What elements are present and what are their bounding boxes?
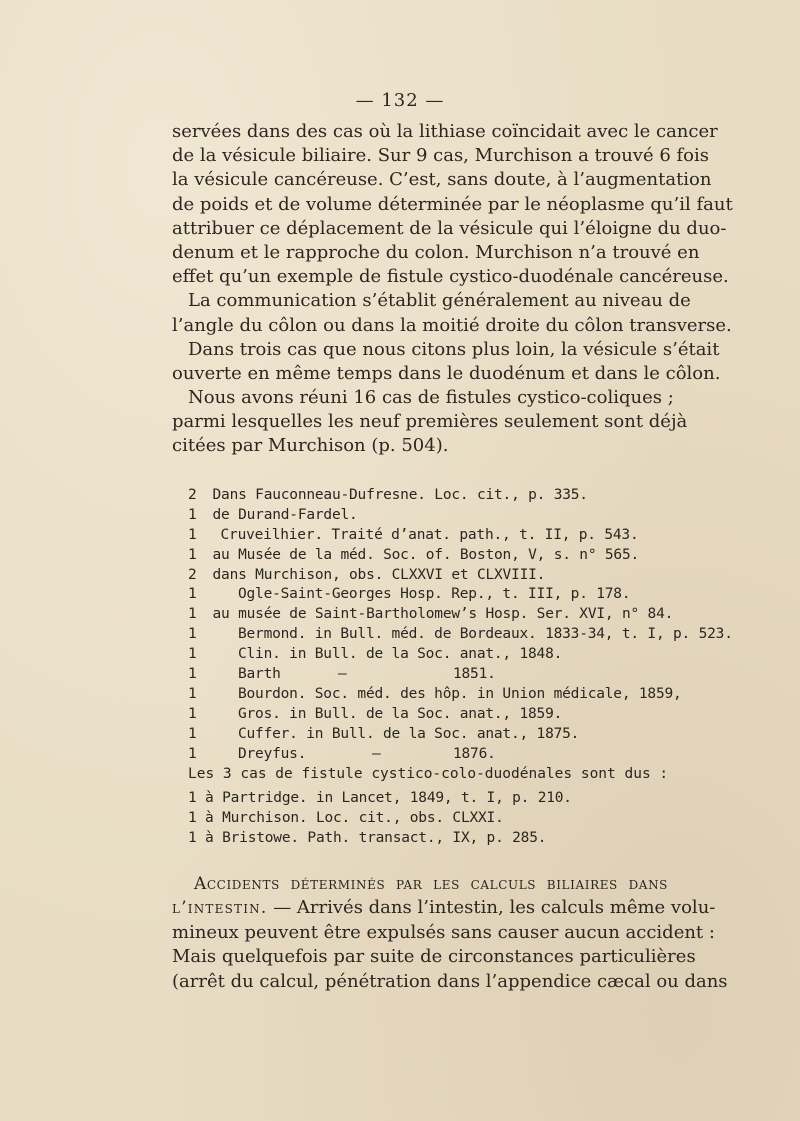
reference-item: 2 dans Murchison, obs. CLXXVI et CLXVIII. bbox=[188, 566, 546, 583]
paragraph-line: Nous avons réuni 16 cas de fistules cystico-coliques ; bbox=[188, 387, 674, 409]
paragraph-line: effet qu’un exemple de fistule cystico-duodénale cancéreuse. bbox=[172, 266, 729, 288]
section-line: Mais quelquefois par suite de circonstances particulières bbox=[172, 946, 696, 967]
section-line bbox=[172, 896, 716, 921]
section-line: (arrêt du calcul, pénétration dans l’appendice cæcal ou dans bbox=[172, 970, 728, 992]
paragraph-line: La communication s’établit généralement au niveau de bbox=[188, 290, 691, 312]
reference-item: 1 Cruveilhier. Traité d’anat. path., t. II, p. 543. bbox=[188, 526, 639, 543]
ditto-dash: — bbox=[372, 745, 381, 762]
paragraph-line: denum et le rapproche du colon. Murchison n’a trouvé en bbox=[172, 241, 700, 263]
paragraph-line: l’angle du côlon ou dans la moitié droite du côlon transverse. bbox=[172, 314, 732, 336]
reference-item: 1 au musée de Saint-Bartholomew’s Hosp. Ser. XVI, n° 84. bbox=[188, 606, 674, 623]
reference-year: 1876. bbox=[453, 745, 496, 762]
colo-duodenal-intro: Les 3 cas de fistule cystico-colo-duodénales sont dus : bbox=[188, 766, 669, 782]
paragraph-line: parmi lesquelles les neuf premières seulement sont déjà bbox=[172, 411, 688, 433]
colo-case-item: 1 à Murchison. Loc. cit., obs. CLXXI. bbox=[188, 809, 504, 826]
paragraph-line: de poids et de volume déterminée par le néoplasme qu’il faut bbox=[172, 193, 733, 215]
paragraph-line: Dans trois cas que nous citons plus loin, la vésicule s’était bbox=[188, 338, 720, 360]
colo-duodenal-list bbox=[188, 789, 572, 849]
reference-item: 1 Bermond. in Bull. méd. de Bordeaux. 1833-34, t. I, p. 523. bbox=[188, 626, 733, 643]
reference-item: 1 Clin. in Bull. de la Soc. anat., 1848. bbox=[188, 646, 563, 663]
paragraph-line: citées par Murchison (p. 504). bbox=[172, 435, 449, 457]
reference-item: 1 Ogle-Saint-Georges Hosp. Rep., t. III, p. 178. bbox=[188, 586, 631, 603]
reference-item: 1 Gros. in Bull. de la Soc. anat., 1859. bbox=[188, 705, 563, 722]
paragraph-line: de la vésicule biliaire. Sur 9 cas, Murchison a trouvé 6 fois bbox=[172, 145, 710, 167]
page-number: — 132 — bbox=[355, 90, 445, 111]
reference-list bbox=[188, 486, 733, 764]
colo-case-item: 1 à Partridge. in Lancet, 1849, t. I, p. 210. bbox=[188, 790, 572, 806]
paragraph-line: la vésicule cancéreuse. C’est, sans doute, à l’augmentation bbox=[172, 169, 712, 191]
paragraph-line: servées dans des cas où la lithiase coïncidait avec le cancer bbox=[172, 121, 718, 142]
paragraph-line: attribuer ce déplacement de la vésicule qui l’éloigne du duo- bbox=[172, 217, 727, 239]
reference-item: 1 Bourdon. Soc. méd. des hôp. in Union médicale, 1859, bbox=[188, 685, 682, 702]
colo-case-item: 1 à Bristowe. Path. transact., IX, p. 285. bbox=[188, 829, 547, 846]
reference-item: 1 de Durand-Fardel. bbox=[188, 506, 358, 523]
reference-item: 1 Barth — 1851. bbox=[188, 665, 678, 685]
reference-item: 1 Dreyfus. — 1876. bbox=[188, 745, 678, 765]
reference-item: 2 Dans Fauconneau-Dufresne. Loc. cit., p. 335. bbox=[188, 487, 588, 503]
section-accidents bbox=[172, 872, 728, 994]
ditto-dash: — bbox=[338, 666, 347, 683]
section-heading-continued: l’intestin. bbox=[172, 898, 268, 918]
reference-item: 1 au Musée de la méd. Soc. of. Boston, V, s. n° 565. bbox=[188, 546, 640, 563]
main-paragraph bbox=[172, 120, 733, 459]
paragraph-line: ouverte en même temps dans le duodénum et dans le côlon. bbox=[172, 362, 721, 384]
section-line: mineux peuvent être expulsés sans causer aucun accident : bbox=[172, 921, 715, 943]
section-heading: Accidents déterminés par les calculs biliaires dans bbox=[194, 874, 668, 894]
reference-item: 1 Cuffer. in Bull. de la Soc. anat., 1875. bbox=[188, 725, 580, 742]
reference-year: 1851. bbox=[453, 666, 496, 683]
section-text: — Arrivés dans l’intestin, les calculs même volu- bbox=[273, 897, 716, 918]
